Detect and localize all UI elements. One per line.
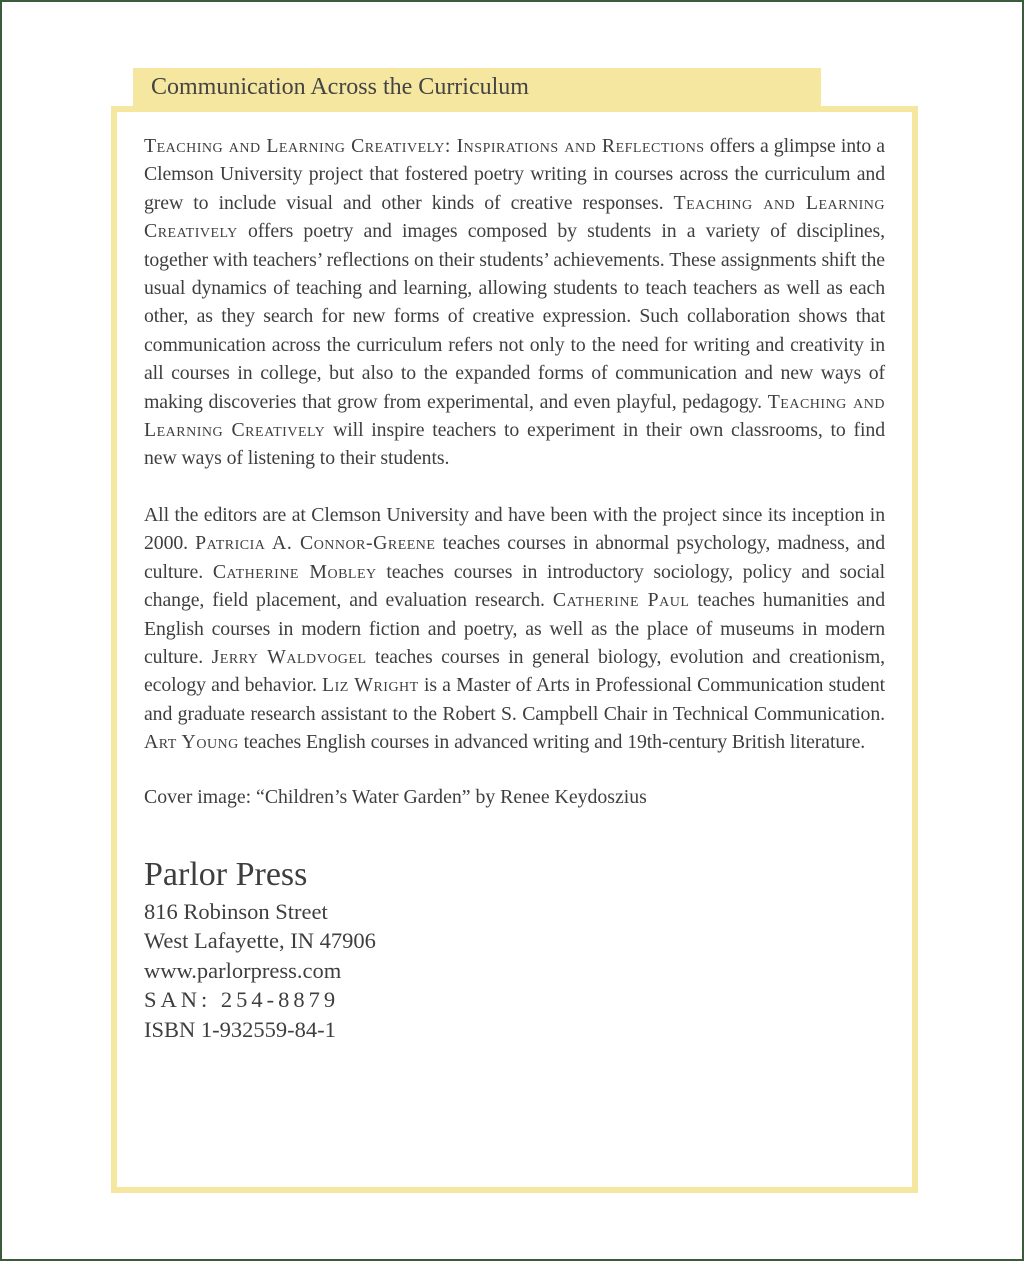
back-cover-content bbox=[144, 132, 885, 1044]
paragraph-text: teaches English courses in advanced writing and 19th-century British literature. bbox=[238, 731, 866, 754]
editors-paragraph bbox=[144, 501, 885, 757]
paragraph-text: offers a glimpse into a Clemson University project that fostered poetry writing in courses across the curriculum and grew to include visual and other kinds of creative responses. bbox=[144, 135, 885, 214]
publisher-name: Parlor Press bbox=[144, 855, 308, 893]
small-caps-name: Jerry Waldvogel bbox=[211, 645, 367, 668]
publisher-city: West Lafayette, IN 47906 bbox=[144, 928, 376, 954]
small-caps-name: Teaching and Learning Creatively bbox=[144, 191, 885, 243]
small-caps-name: Catherine Paul bbox=[552, 589, 690, 612]
publisher-street: 816 Robinson Street bbox=[144, 898, 328, 924]
paragraph-text: teaches humanities and English courses in modern fiction and poetry, as well as the place of museums in modern culture. bbox=[144, 589, 885, 668]
small-caps-name: Catherine Mobley bbox=[212, 560, 377, 583]
cover-image-credit: Cover image: “Children’s Water Garden” by Renee Keydoszius bbox=[144, 785, 647, 808]
series-title: Communication Across the Curriculum bbox=[133, 68, 821, 108]
paragraph-text: teaches courses in abnormal psychology, madness, and culture. bbox=[144, 532, 886, 583]
paragraph-text: offers poetry and images composed by students in a variety of disciplines, together with teachers’ reflections on their students’ achievements. These assignments shift the usual dynamics of teaching and learning, allowing students to teach teachers as well as each other, as they search for new forms of creative expression. Such collaboration shows that communication across the curriculum refers not only to the need for writing and creativity in all courses in college, but also to the expanded forms of communication and new ways of making discoveries that grow from experimental, and even playful, pedagogy. bbox=[144, 220, 885, 413]
small-caps-name: Liz Wright bbox=[322, 674, 419, 697]
publisher-san: SAN: 254-8879 bbox=[144, 987, 340, 1013]
paragraph-text: All the editors are at Clemson University and have been with the project since its inception in 2000. bbox=[144, 503, 885, 555]
small-caps-name: Teaching and Learning Creatively bbox=[144, 390, 885, 442]
description-paragraph bbox=[144, 132, 885, 473]
paragraph-text: is a Master of Arts in Professional Communication student and graduate research assistant to the Robert S. Campbell Chair in Technical Communication. bbox=[144, 674, 886, 725]
paragraph-text: will inspire teachers to experiment in their own classrooms, to find new ways of listening to their students. bbox=[144, 419, 885, 470]
publisher-isbn: ISBN 1-932559-84-1 bbox=[144, 1016, 336, 1042]
small-caps-name: Patricia A. Connor-Greene bbox=[195, 532, 436, 555]
publisher-website[interactable]: www.parlorpress.com bbox=[144, 957, 342, 983]
paragraph-text: teaches courses in general biology, evolution and creationism, ecology and behavior. bbox=[144, 645, 886, 697]
small-caps-name: Teaching and Learning Creatively: Inspirations and Reflections bbox=[144, 135, 705, 157]
publisher-block bbox=[144, 853, 885, 1045]
small-caps-name: Art Young bbox=[144, 731, 239, 754]
paragraph-text: teaches courses in introductory sociology, policy and social change, field placement, and evaluation research. bbox=[144, 560, 885, 612]
